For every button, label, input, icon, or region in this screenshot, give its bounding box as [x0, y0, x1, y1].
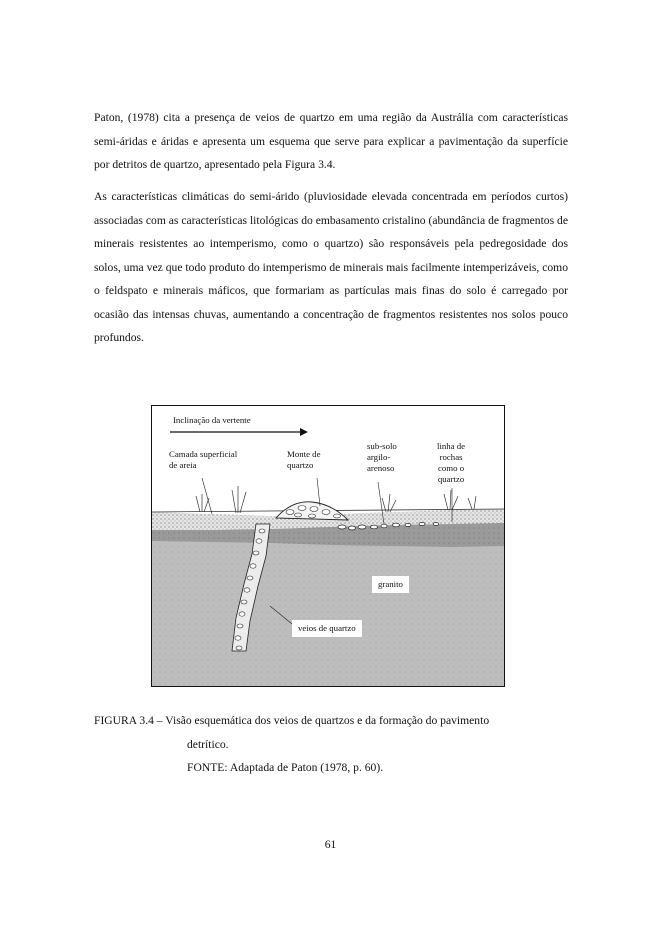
- label-quartz-veins: veios de quartzo: [292, 620, 362, 637]
- label-stone-line-line-1: linha de: [437, 441, 466, 451]
- label-subsoil-line-1: sub-solo: [367, 441, 397, 451]
- label-subsoil-line-3: arenoso: [367, 463, 395, 473]
- figure-caption-continuation: detrítico.: [187, 738, 229, 751]
- body-paragraph-2: As características climáticas do semi-árido (pluviosidade elevada concentrada em períodos curtos) associadas com as características litológicas do embasamento cristalino (abundância de fragmentos de minerais resistentes ao intemperismo, como o quartzo) são responsáveis pela pedregosidade dos solos, uma vez que todo produto do intemperismo de minerais mais facilmente intemperizáveis, como o feldspato e minerais máficos, que formariam as partículas mais finas do solo é carregado por ocasião das intensas chuvas, aumentando a concentração de fragmentos resistentes nos solos pouco profundos.: [94, 190, 568, 344]
- label-quartz-mound-line-1: Monte de: [287, 449, 321, 459]
- granite-layer: [152, 539, 504, 686]
- label-sand-layer: [166, 448, 240, 472]
- label-granite: granito: [372, 576, 409, 593]
- label-stone-line-line-4: quartzo: [437, 474, 465, 484]
- label-stone-line-line-3: como o: [437, 463, 465, 473]
- label-quartz-mound: [284, 448, 323, 472]
- label-stone-line-line-2: rochas: [439, 452, 463, 462]
- label-subsoil: [364, 440, 400, 475]
- label-sand-layer-line-2: de areia: [169, 460, 197, 470]
- label-stone-line: [434, 440, 468, 486]
- label-subsoil-line-2: argilo-: [367, 452, 391, 462]
- figure-caption: FIGURA 3.4 – Visão esquemática dos veios de quartzos e da formação do pavimento: [94, 714, 490, 727]
- figure-diagram: [151, 405, 505, 687]
- body-paragraph-1: Paton, (1978) cita a presença de veios de quartzo em uma região da Austrália com características semi-áridas e áridas e apresenta um esquema que serve para explicar a pavimentação da superfície por detritos de quartzo, apresentado pela Figura 3.4.: [94, 111, 568, 171]
- page-number: 61: [324, 838, 337, 851]
- figure-source: FONTE: Adaptada de Paton (1978, p. 60).: [187, 761, 384, 774]
- label-quartz-mound-line-2: quartzo: [287, 460, 314, 470]
- label-sand-layer-line-1: Camada superficial: [169, 449, 238, 459]
- label-slope: Inclinação da vertente: [173, 415, 251, 425]
